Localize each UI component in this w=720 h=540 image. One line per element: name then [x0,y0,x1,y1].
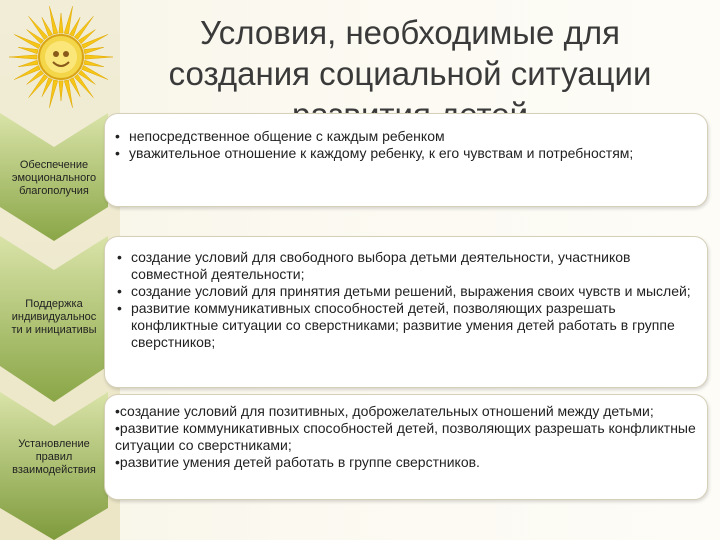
conditions-box [104,113,708,207]
sun-petal [9,55,37,59]
row-label-line: Установление [18,438,90,450]
row-label-line: ти и инициативы [11,324,97,336]
condition-row-rules [0,392,720,540]
condition-text: непосредственное общение с каждым ребенком [129,128,445,144]
condition-item: • создание условий для принятия детьми решений, выражения своих чувств и мыслей; [117,283,691,299]
condition-text: •создание условий для позитивных, доброжелательных отношений между детьми; [115,403,654,419]
condition-text: создание условий для принятия детьми решений, выражения своих чувств и мыслей; [131,283,691,299]
row-label [0,438,108,477]
page-title [130,12,690,112]
conditions-box [104,394,708,500]
condition-text: создание условий для свободного выбора детьми деятельности, участников совместной деятельности; [131,249,631,282]
sun-petal [84,60,104,67]
row-label [0,159,108,198]
row-label-line: индивидуальнос [11,311,97,323]
sun-petal [59,81,63,101]
condition-text: •развитие коммуникативных способностей детей, позволяющих разрешать конфликтные ситуации со сверстниками; [115,420,696,453]
sun-petal [85,55,113,59]
sun-logo-icon [6,2,116,112]
row-label-line: взаимодействия [12,464,96,476]
sun-petal [74,16,93,39]
condition-item: • создание условий для свободного выбора детьми деятельности, участников совместной деятельности; [117,249,631,282]
condition-text: уважительное отношение к каждому ребенку, к его чувствам и потребностям; [129,145,634,161]
title-line-1: Условия, необходимые для [200,14,620,51]
condition-item [115,403,697,420]
row-label-line: эмоционального [11,172,97,184]
condition-item: • непосредственное общение с каждым ребенком [115,128,445,144]
condition-item: • уважительное отношение к каждому ребенку, к его чувствам и потребностям; [115,145,634,161]
sun-petal [18,47,38,54]
condition-text: •развитие умения детей работать в группе сверстников. [115,454,480,470]
row-label-line: Обеспечение [19,159,89,171]
condition-row-emotional [0,113,720,241]
row-label-line: благополучия [19,185,89,197]
condition-item [115,454,697,471]
sun-petal [49,6,57,34]
condition-text: развитие коммуникативных способностей детей, позволяющих разрешать конфликтные ситуации со сверстниками; развитие умения детей работать в группе сверстников; [131,300,675,350]
conditions-box [104,236,708,388]
condition-item [115,420,697,454]
sun-petal [64,6,72,34]
sun-petal [29,16,48,39]
condition-row-initiative [0,236,720,402]
title-line-2: создания социальной ситуации [168,55,652,92]
sun-petal [59,13,63,33]
row-label-line: Поддержка [25,298,83,310]
row-label [0,298,108,337]
sun-petal [29,74,48,97]
condition-item: • развитие коммуникативных способностей детей, позволяющих разрешать конфликтные ситуации со сверстниками; развитие умения детей работать в группе сверстников; [117,300,675,350]
sun-petal [64,80,72,108]
row-label-line: правил [35,451,73,463]
sun-petal [84,47,104,54]
sun-petal [49,80,57,108]
sun-petal [74,74,93,97]
sun-petal [18,60,38,67]
